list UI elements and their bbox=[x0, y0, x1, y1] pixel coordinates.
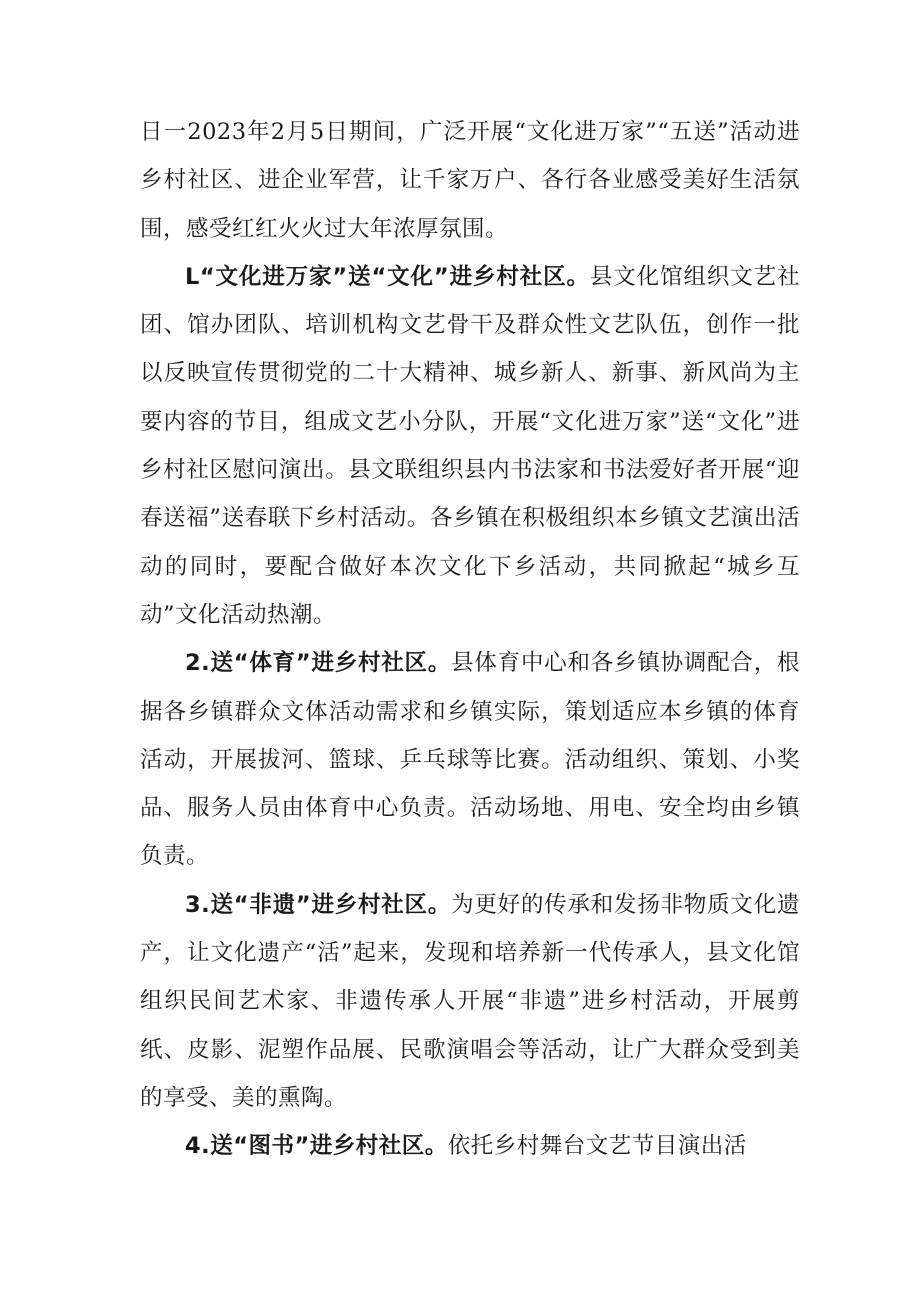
intro-paragraph bbox=[140, 108, 800, 253]
item-2-heading: 2.送“体育”进乡村社区。 bbox=[185, 650, 452, 677]
item-4-paragraph bbox=[140, 1122, 800, 1170]
item-4-text: 依托乡村舞台文艺节目演出活 bbox=[447, 1133, 747, 1160]
item-1-paragraph bbox=[140, 253, 800, 639]
item-1-text: 县文化馆组织文艺社团、馆办团队、培训机构文艺骨干及群众性文艺队伍，创作一批以反映宣传贯彻党的二十大精神、城乡新人、新事、新风尚为主要内容的节目，组成文艺小分队，开展“文化进万家”送“文化”进乡村社区慰问演出。县文联组织县内书法家和书法爱好者开展“迎春送福”送春联下乡村活动。各乡镇在积极组织本乡镇文艺演出活动的同时，要配合做好本次文化下乡活动，共同掀起“城乡互动”文化活动热潮。 bbox=[140, 263, 800, 628]
document-body bbox=[140, 108, 800, 1171]
item-2-paragraph bbox=[140, 639, 800, 880]
item-2-text: 县体育中心和各乡镇协调配合，根据各乡镇群众文体活动需求和乡镇实际，策划适应本乡镇的体育活动，开展拔河、篮球、乒乓球等比赛。活动组织、策划、小奖品、服务人员由体育中心负责。活动场地、用电、安全均由乡镇负责。 bbox=[140, 650, 800, 870]
item-3-paragraph bbox=[140, 881, 800, 1122]
item-4-heading: 4.送“图书”进乡村社区。 bbox=[185, 1133, 448, 1160]
item-3-text: 为更好的传承和发扬非物质文化遗产，让文化遗产“活”起来，发现和培养新一代传承人，县文化馆组织民间艺术家、非遗传承人开展“非遗”进乡村活动，开展剪纸、皮影、泥塑作品展、民歌演唱会等活动，让广大群众受到美的享受、美的熏陶。 bbox=[140, 891, 800, 1111]
item-3-heading: 3.送“非遗”进乡村社区。 bbox=[185, 891, 452, 918]
item-1-heading: L“文化进万家”送“文化”进乡村社区。 bbox=[185, 263, 590, 290]
intro-text: 日一2023年2月5日期间，广泛开展“文化进万家”“五送”活动进乡村社区、进企业军营，让千家万户、各行各业感受美好生活氛围，感受红红火火过大年浓厚氛围。 bbox=[140, 119, 800, 242]
